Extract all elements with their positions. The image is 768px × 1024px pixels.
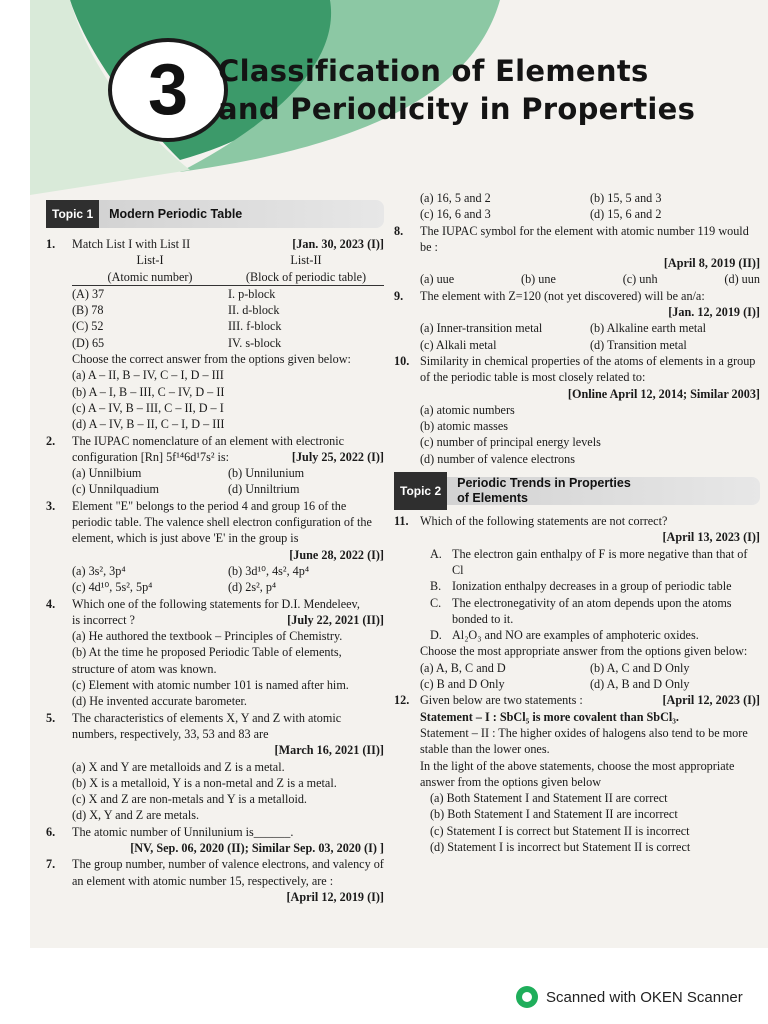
question-12: 12. Given below are two statements : [April 12, 2023 (I)] Statement – I : SbCl₅ is more covalent than SbCl₃. Statement – II : The higher oxides of halogens also tend to be more stable than the lower ones. In the light of the above statements, choose the most appropriate answer from the options given below (a) Both Statement I and Statement II are correct (b) Both Statement I and Statement II are incorrect (c) Statement I is correct but Statement II is incorrect (d) Statement I is incorrect but Statement II is correct [394, 693, 760, 854]
topic-2-header [394, 477, 760, 505]
topic-2-name: Periodic Trends in Properties of Elements [457, 476, 631, 506]
option: (a) Inner-transition metal [420, 321, 543, 336]
question-7-options [394, 190, 760, 223]
right-column [394, 190, 760, 855]
chapter-number: 3 [108, 38, 228, 142]
oken-logo-icon [516, 986, 538, 1008]
option: (b) Alkaline earth metal [590, 321, 707, 336]
match-row: (B) 78 II. d-block [72, 303, 280, 318]
option: (c) number of principal energy levels [420, 435, 601, 450]
statement: B. Ionization enthalpy decreases in a group of periodic table [430, 579, 732, 594]
statement: C. The electronegativity of an atom depends upon the atoms bonded to it. [430, 595, 732, 626]
option: (a) 16, 5 and 2 [420, 191, 491, 205]
option: (d) A, B and D Only [590, 677, 690, 692]
option: (d) Transition metal [590, 337, 687, 352]
option: (a) atomic numbers [420, 402, 515, 417]
option: (d) Unniltrium [228, 482, 300, 497]
option: (d) 15, 6 and 2 [590, 207, 662, 222]
question-11: 11. Which of the following statements are not correct? [April 13, 2023 (I)] A. The electron gain enthalpy of F is more negative than that of Cl B. Ionization enthalpy decreases in a group of periodic table C. The electronegativity of an atom depends upon the atoms bonded to it. D. Al₂O₃ and NO are examples of amphoteric oxides. Choose the most appropriate answer from the options given below: (a) A, B, C and D (b) A, C and D Only (c) B and D Only (d) A, B and D Only [394, 514, 760, 692]
question-4: 4. Which one of the following statements for D.I. Mendeleev, is incorrect ? [July 22, 2021 (II)] (a) He authored the textbook – Principles of Chemistry. (b) At the time he proposed Periodic Table of elements, structure of atom was known. (c) Element with atomic number 101 is named after him. (d) He invented accurate barometer. [46, 596, 384, 709]
chapter-title: Classification of Elements and Periodicity in Properties [218, 54, 696, 126]
topic-2-tag: Topic 2 [394, 472, 447, 510]
question-9: 9. The element with Z=120 (not yet discovered) will be an/a: [Jan. 12, 2019 (I)] (a) Inner-transition metal (b) Alkaline earth metal (c) Alkali metal (d) Transition metal [394, 288, 760, 352]
option: (c) unh [622, 272, 658, 287]
option: (c) 4d¹⁰, 5s², 5p⁴ [72, 580, 153, 595]
option: (d) Statement I is incorrect but Statement II is correct [430, 839, 691, 854]
scanner-text: Scanned with OKEN Scanner [546, 988, 743, 1006]
option: (d) uun [724, 272, 760, 287]
question-6: 6. The atomic number of Unnilunium is______. [NV, Sep. 06, 2020 (II); Similar Sep. 03, 2020 (I) ] [46, 824, 384, 855]
question-3: 3. Element "E" belongs to the period 4 and group 16 of the periodic table. The valence shell electron configuration of the element, which is just above 'E' in the group is [June 28, 2022 (I)] (a) 3s², 3p⁴ (b) 3d¹⁰, 4s², 4p⁴ (c) 4d¹⁰, 5s², 5p⁴ (d) 2s², p⁴ [46, 498, 384, 595]
match-row: (D) 65 IV. s-block [72, 335, 282, 350]
statement-2: Statement – II : The higher oxides of halogens also tend to be more stable than the lower ones. [420, 725, 748, 757]
option: (b) 3d¹⁰, 4s², 4p⁴ [228, 563, 310, 578]
option: (b) A – I, B – III, C – IV, D – II [72, 384, 225, 399]
option: (a) uue [420, 272, 455, 287]
option: (b) Both Statement I and Statement II are incorrect [430, 807, 678, 822]
scanned-page [30, 0, 768, 948]
option: (d) number of valence electrons [420, 451, 575, 466]
question-2: 2. The IUPAC nomenclature of an element with electronic configuration [Rn] 5f¹⁴6d¹7s² is: [July 25, 2022 (I)] (a) Unnilbium (b) Unnilunium (c) Unnilquadium (d) Unniltrium [46, 433, 384, 497]
question-10: 10. Similarity in chemical properties of the atoms of elements in a group of the periodic table is most closely related to: [Online April 12, 2014; Similar 2003] (a) atomic numbers (b) atomic masses (c) number of principal energy levels (d) number of valence electrons [394, 353, 760, 466]
left-column [46, 200, 384, 905]
option: (b) atomic masses [420, 419, 508, 434]
option: (d) X, Y and Z are metals. [72, 808, 200, 823]
match-list-header: List-I (Atomic number) List-II (Block of periodic table) [72, 252, 384, 286]
option: (c) A – IV, B – III, C – II, D – I [72, 400, 224, 415]
question-5: 5. The characteristics of elements X, Y and Z with atomic numbers, respectively, 33, 53 and 83 are [March 16, 2021 (II)] (a) X and Y are metalloids and Z is a metal. (b) X is a metalloid, Y is a non-metal and Z is a metal. (c) X and Z are non-metals and Y is a metalloid. (d) X, Y and Z are metals. [46, 710, 384, 823]
option: (a) X and Y are metalloids and Z is a metal. [72, 759, 285, 774]
question-1: 1. Match List I with List II [Jan. 30, 2023 (I)] List-I (Atomic number) List-II (Block of periodic table) (A) 37 I. p-block (B) 78 II. d-block (C) 52 III. f-block (D) 65 IV. s-block Choose the correct answer from the options given below: (a) A – II, B – IV, C – I, D – III (b) A – I, B – III, C – IV, D – II (c) A – IV, B – III, C – II, D – I (d) A – IV, B – II, C – I, D – III [46, 237, 384, 432]
option: (d) A – IV, B – II, C – I, D – III [72, 417, 225, 432]
option: (d) He invented accurate barometer. [72, 694, 247, 709]
statement: A. The electron gain enthalpy of F is more negative than that of Cl [430, 546, 748, 577]
option: (c) X and Z are non-metals and Y is a metalloid. [72, 792, 307, 807]
option: (a) He authored the textbook – Principles of Chemistry. [72, 629, 343, 644]
topic-1-tag: Topic 1 [46, 200, 99, 228]
option: (b) 15, 5 and 3 [590, 191, 662, 205]
option: (c) B and D Only [420, 677, 505, 692]
option: (b) Unnilunium [228, 466, 305, 481]
topic-1-name: Modern Periodic Table [109, 206, 243, 221]
option: (a) Both Statement I and Statement II are correct [430, 791, 668, 806]
option: (b) A, C and D Only [590, 660, 690, 675]
option: (a) 3s², 3p⁴ [72, 563, 126, 578]
match-row: (A) 37 I. p-block [72, 286, 276, 301]
question-7: 7. The group number, number of valence electrons, and valency of an element with atomic number 15, respectively, are : [April 12, 2019 (I)] [46, 857, 384, 904]
match-row: (C) 52 III. f-block [72, 319, 282, 334]
option: (c) Statement I is correct but Statement II is incorrect [430, 823, 690, 838]
option: (b) At the time he proposed Periodic Table of elements, structure of atom was known. [72, 645, 342, 676]
statement: D. Al₂O₃ and NO are examples of amphoteric oxides. [430, 628, 699, 643]
option: (a) A – II, B – IV, C – I, D – III [72, 368, 224, 383]
option: (b) une [521, 272, 556, 287]
topic-1-header [46, 200, 384, 228]
scanner-watermark [516, 986, 743, 1008]
option: (c) Alkali metal [420, 337, 497, 352]
statement-1: Statement – I : SbCl₅ is more covalent than SbCl₃. [420, 709, 679, 724]
option: (a) A, B, C and D [420, 660, 506, 675]
option: (a) Unnilbium [72, 466, 142, 481]
option: (d) 2s², p⁴ [228, 580, 277, 595]
question-8: 8. The IUPAC symbol for the element with atomic number 119 would be : [April 8, 2019 (II)] (a) uue (b) une (c) unh (d) uun [394, 223, 760, 287]
option: (b) X is a metalloid, Y is a non-metal and Z is a metal. [72, 775, 337, 790]
option: (c) Unnilquadium [72, 482, 159, 497]
option: (c) 16, 6 and 3 [420, 207, 491, 222]
option: (c) Element with atomic number 101 is named after him. [72, 678, 349, 693]
